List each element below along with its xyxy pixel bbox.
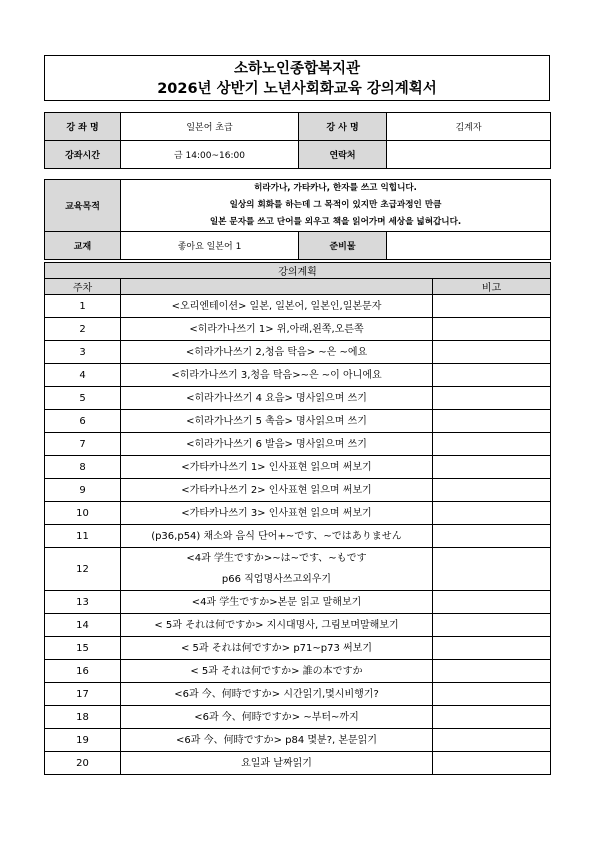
- lecture-topic: [121, 591, 433, 614]
- lecture-topic-line: <가타카나쓰기 2> 인사표현 읽으며 써보기: [181, 484, 372, 496]
- lecture-topic-line: <6과 今、何時ですか> 시간읽기,몇시비행기?: [174, 688, 379, 700]
- goal-label: 교육목적: [45, 180, 121, 232]
- lecture-topic: [121, 637, 433, 660]
- lecture-topic: [121, 660, 433, 683]
- table-row: [45, 525, 551, 548]
- course-name-label: 강 좌 명: [45, 113, 121, 141]
- lecture-topic-line: <히라가나쓰기 6 발음> 명사읽으며 쓰기: [186, 438, 367, 450]
- lecture-topic-line: <4과 学生ですか>~は~です、~もです: [186, 553, 367, 564]
- note-cell: [433, 637, 551, 660]
- lecture-topic-line: <히라가나쓰기 2,청음 탁음> ~은 ~에요: [185, 346, 368, 358]
- week-number: 4: [45, 364, 121, 387]
- lecture-topic-line: <히라가나쓰기 1> 위,아래,왼쪽,오른쪽: [189, 323, 364, 335]
- week-header: 주차: [45, 279, 121, 295]
- week-number: 17: [45, 683, 121, 706]
- table-row: [45, 752, 551, 775]
- lecture-topic: [121, 479, 433, 502]
- institution-name: 소하노인종합복지관: [233, 61, 361, 77]
- note-cell: [433, 660, 551, 683]
- note-cell: [433, 410, 551, 433]
- lecture-topic: [121, 752, 433, 775]
- table-row: [45, 387, 551, 410]
- lecture-topic-line: 요일과 날짜읽기: [241, 757, 312, 769]
- week-number: 2: [45, 318, 121, 341]
- note-cell: [433, 502, 551, 525]
- lecture-topic-line: <오리엔테이션> 일본, 일본어, 일본인,일본문자: [171, 300, 382, 312]
- lecture-topic: [121, 729, 433, 752]
- lecture-topic-line: <가타카나쓰기 1> 인사표현 읽으며 써보기: [181, 461, 372, 473]
- note-cell: [433, 456, 551, 479]
- week-number: 10: [45, 502, 121, 525]
- lecture-topic: [121, 706, 433, 729]
- week-number: 1: [45, 295, 121, 318]
- lecture-topic: [121, 683, 433, 706]
- note-cell: [433, 614, 551, 637]
- textbook-label: 교재: [45, 232, 121, 260]
- lecture-topic-line: p66 직업명사쓰고외우기: [221, 574, 332, 585]
- lecture-topic-line: (p36,p54) 채소와 음식 단어+~です、~ではありません: [151, 530, 402, 542]
- lecture-topic: [121, 502, 433, 525]
- note-cell: [433, 752, 551, 775]
- lecture-topic: [121, 318, 433, 341]
- week-number: 14: [45, 614, 121, 637]
- note-cell: [433, 479, 551, 502]
- week-number: 12: [45, 548, 121, 591]
- table-row: [45, 341, 551, 364]
- table-row: [45, 479, 551, 502]
- note-cell: [433, 729, 551, 752]
- week-number: 8: [45, 456, 121, 479]
- note-cell: [433, 591, 551, 614]
- goal-line: 히라가나, 가타카나, 한자를 쓰고 익힙니다.: [254, 183, 417, 193]
- table-row: [45, 318, 551, 341]
- table-row: [45, 364, 551, 387]
- lecture-topic: [121, 387, 433, 410]
- lecture-topic: [121, 525, 433, 548]
- lecture-topic: [121, 410, 433, 433]
- table-row: [45, 591, 551, 614]
- week-number: 16: [45, 660, 121, 683]
- lecture-topic: [121, 548, 433, 591]
- week-number: 11: [45, 525, 121, 548]
- note-cell: [433, 683, 551, 706]
- note-cell: [433, 295, 551, 318]
- contact-value: [387, 141, 551, 169]
- week-number: 19: [45, 729, 121, 752]
- note-cell: [433, 548, 551, 591]
- table-row: [45, 683, 551, 706]
- week-number: 5: [45, 387, 121, 410]
- note-cell: [433, 341, 551, 364]
- lecture-plan-table: [44, 262, 551, 775]
- plan-title: 2026년 상반기 노년사회화교육 강의계획서: [157, 81, 437, 97]
- contact-label: 연락처: [299, 141, 387, 169]
- table-row: [45, 433, 551, 456]
- lecture-topic: [121, 295, 433, 318]
- week-number: 20: [45, 752, 121, 775]
- table-row: [45, 456, 551, 479]
- week-number: 18: [45, 706, 121, 729]
- lecture-topic-line: <히라가나쓰기 4 요음> 명사읽으며 쓰기: [186, 392, 367, 404]
- lecture-topic: [121, 456, 433, 479]
- note-cell: [433, 706, 551, 729]
- teacher-value: 김계자: [387, 113, 551, 141]
- course-info-table: [44, 112, 551, 169]
- note-header: 비고: [433, 279, 551, 295]
- note-cell: [433, 318, 551, 341]
- week-number: 15: [45, 637, 121, 660]
- textbook-value: 좋아요 일본어 1: [121, 232, 299, 260]
- course-time-label: 강좌시간: [45, 141, 121, 169]
- lecture-topic-line: <4과 学生ですか>본문 읽고 말해보기: [191, 596, 362, 608]
- table-row: [45, 660, 551, 683]
- lecture-topic: [121, 614, 433, 637]
- week-number: 7: [45, 433, 121, 456]
- table-row: [45, 410, 551, 433]
- lecture-topic-line: < 5과 それは何ですか> 지시대명사, 그림보며말해보기: [154, 619, 399, 631]
- note-cell: [433, 387, 551, 410]
- lecture-topic-line: <히라가나쓰기 5 촉음> 명사읽으며 쓰기: [186, 415, 367, 427]
- table-row: [45, 502, 551, 525]
- lecture-topic: [121, 364, 433, 387]
- lecture-topic-line: < 5과 それは何ですか> p71~p73 써보기: [181, 642, 372, 654]
- lecture-topic-line: < 5과 それは何ですか> 誰の本ですか: [190, 665, 363, 677]
- lecture-plan-heading: 강의계획: [45, 263, 551, 279]
- table-row: [45, 548, 551, 591]
- teacher-label: 강 사 명: [299, 113, 387, 141]
- table-row: [45, 637, 551, 660]
- lecture-topic: [121, 341, 433, 364]
- course-name-value: 일본어 초급: [121, 113, 299, 141]
- lecture-topic-line: <6과 今、何時ですか> p84 몇분?, 본문읽기: [175, 734, 377, 746]
- document-title: [44, 55, 550, 101]
- lecture-topic: [121, 433, 433, 456]
- course-time-value: 금 14:00~16:00: [121, 141, 299, 169]
- lecture-topic-line: <가타카나쓰기 3> 인사표현 읽으며 써보기: [181, 507, 372, 519]
- lecture-topic-line: <히라가나쓰기 3,청음 탁음>~은 ~이 아니에요: [171, 369, 382, 381]
- supplies-label: 준비물: [299, 232, 387, 260]
- table-row: [45, 295, 551, 318]
- goal-line: 일상의 회화를 하는데 그 목적이 있지만 초급과정인 만큼: [229, 200, 442, 210]
- education-goal-table: [44, 179, 551, 260]
- table-row: [45, 614, 551, 637]
- note-cell: [433, 364, 551, 387]
- supplies-value: [387, 232, 551, 260]
- goal-line: 일본 문자를 쓰고 단어를 외우고 책을 읽어가며 세상을 넓혀갑니다.: [209, 217, 462, 227]
- note-cell: [433, 433, 551, 456]
- lecture-topic-line: <6과 今、何時ですか> ~부터~까지: [194, 711, 359, 723]
- week-number: 6: [45, 410, 121, 433]
- table-row: [45, 729, 551, 752]
- table-row: [45, 706, 551, 729]
- week-number: 3: [45, 341, 121, 364]
- week-number: 9: [45, 479, 121, 502]
- goal-text: [121, 180, 551, 232]
- note-cell: [433, 525, 551, 548]
- topic-header: [121, 279, 433, 295]
- week-number: 13: [45, 591, 121, 614]
